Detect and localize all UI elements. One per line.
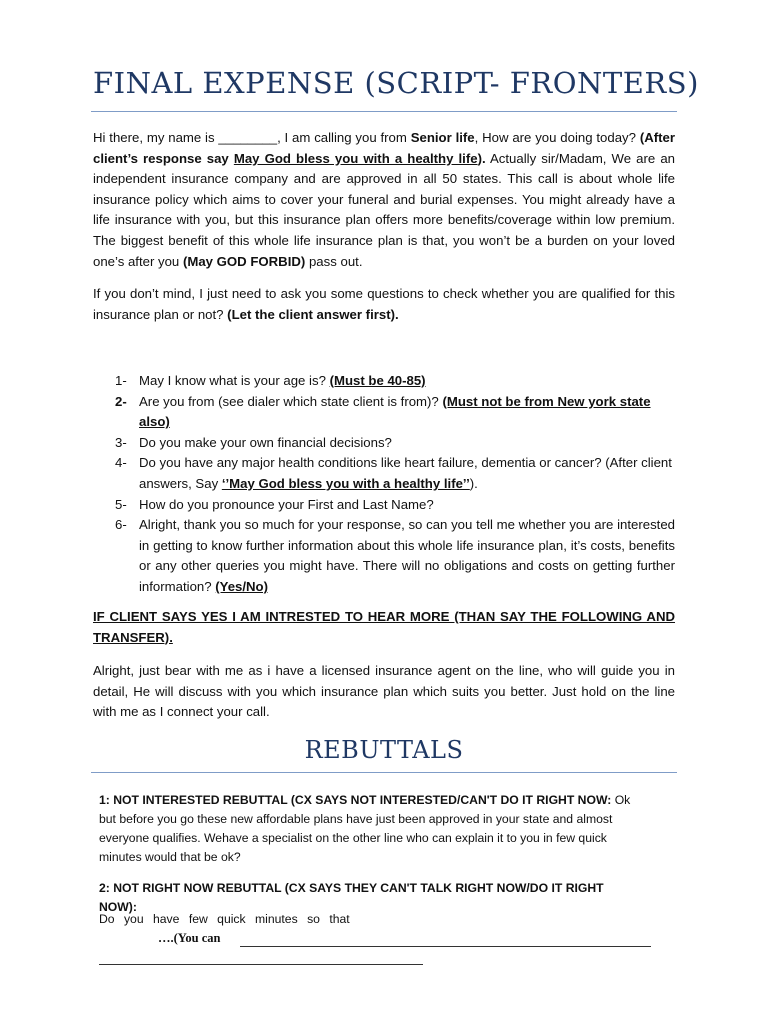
rebuttal-2-continuation: ….(You can: [158, 931, 221, 945]
rebuttals-divider: [91, 772, 677, 773]
item-number: 2-: [115, 393, 127, 409]
intro-text: Hi there, my name is ________, I am calling you from: [93, 130, 411, 145]
forbid-note: (May GOD FORBID): [182, 253, 306, 269]
intro-text: Actually sir/Madam, We are an independent insurance company and are approved in all 50 states. This call is about whole life insurance policy which aims to cover your funeral and burial expenses. You might already have a life insurance with you, but this insurance plan offers more benefits/coverage within low premium. The biggest benefit of this whole life insurance plan is that, you won’t be a burden on your loved one’s after you: [93, 150, 675, 269]
item-number: 6-: [115, 517, 127, 533]
rebuttal-text: Ok but before you go these new affordable plans have just been approved in your state and almost everyone qualifies. Wehave a specialist on the other line who can explain it to you in few quick minutes would that be ok?: [99, 793, 631, 864]
list-item: [93, 495, 675, 516]
list-item: [93, 371, 675, 392]
item-number: 5-: [115, 496, 127, 512]
list-item: [93, 433, 675, 454]
item-number: 1-: [115, 373, 127, 388]
rebuttals-title: REBUTTALS: [304, 736, 464, 764]
list-item: [93, 392, 675, 433]
question-text: Are you from (see dialer which state client is from)?: [139, 393, 443, 409]
rebuttal-2-text: Do you have few quick minutes so that: [99, 912, 350, 926]
question-text: Do you have any major health conditions like heart failure, dementia or cancer? (After client answers, Say: [139, 455, 672, 491]
company-name: Senior life: [410, 130, 475, 145]
question-note: (Yes/No): [215, 578, 268, 594]
qualify-paragraph: [93, 284, 675, 325]
question-text: Do you make your own financial decisions?: [139, 434, 392, 450]
transfer-paragraph: Alright, just bear with me as i have a licensed insurance agent on the line, who will guide you in detail, He will discuss with you which insurance plan which suits you better. Just hold on the line with me as I connect your call.: [93, 663, 675, 720]
underline-rule: [99, 964, 423, 965]
blessing-phrase: May God bless you with a healthy life: [233, 150, 478, 166]
list-item: [93, 515, 675, 597]
instruction-note: (After client’s response say: [93, 130, 675, 166]
rebuttal-2-heading: 2: NOT RIGHT NOW REBUTTAL (CX SAYS THEY CAN'T TALK RIGHT NOW/DO IT RIGHT NOW):: [99, 881, 604, 914]
underline-rule: [240, 946, 651, 947]
title-divider: [91, 111, 677, 112]
question-text: How do you pronounce your First and Last Name?: [139, 496, 434, 512]
if-yes-heading: IF CLIENT SAYS YES I AM INTRESTED TO HEAR MORE (THAN SAY THE FOLLOWING AND TRANSFER).: [93, 609, 675, 645]
rebuttal-heading: 1: NOT INTERESTED REBUTTAL (CX SAYS NOT INTERESTED/CAN'T DO IT RIGHT NOW:: [99, 793, 612, 807]
question-note: (Must be 40-85): [329, 373, 426, 388]
intro-paragraph: [93, 128, 675, 272]
qualify-text: If you don’t mind, I just need to ask you some questions to check whether you are qualified for this insurance plan or not?: [93, 286, 675, 322]
instruction-note: ).: [477, 150, 486, 166]
item-number: 4-: [115, 455, 127, 471]
qualify-note: (Let the client answer first).: [227, 306, 399, 322]
rebuttal-1: [99, 791, 639, 867]
question-list: [93, 371, 675, 598]
question-text: Alright, thank you so much for your response, so can you tell me whether you are interested in getting to know further information about this whole life insurance plan, it’s costs, benefits or any other queries you might have. There will no obligations and costs on getting further information?: [139, 517, 675, 594]
item-number: 3-: [115, 434, 127, 450]
question-text: ).: [469, 475, 478, 491]
question-note: (Must not be from New york state also): [139, 393, 651, 430]
intro-text: pass out.: [305, 253, 363, 269]
list-item: [93, 453, 675, 494]
intro-text: , How are you doing today?: [474, 130, 640, 145]
question-note: ‘’May God bless you with a healthy life’’: [221, 475, 470, 491]
page-title: FINAL EXPENSE (SCRIPT- FRONTERS): [93, 66, 699, 100]
question-text: May I know what is your age is?: [139, 373, 330, 388]
